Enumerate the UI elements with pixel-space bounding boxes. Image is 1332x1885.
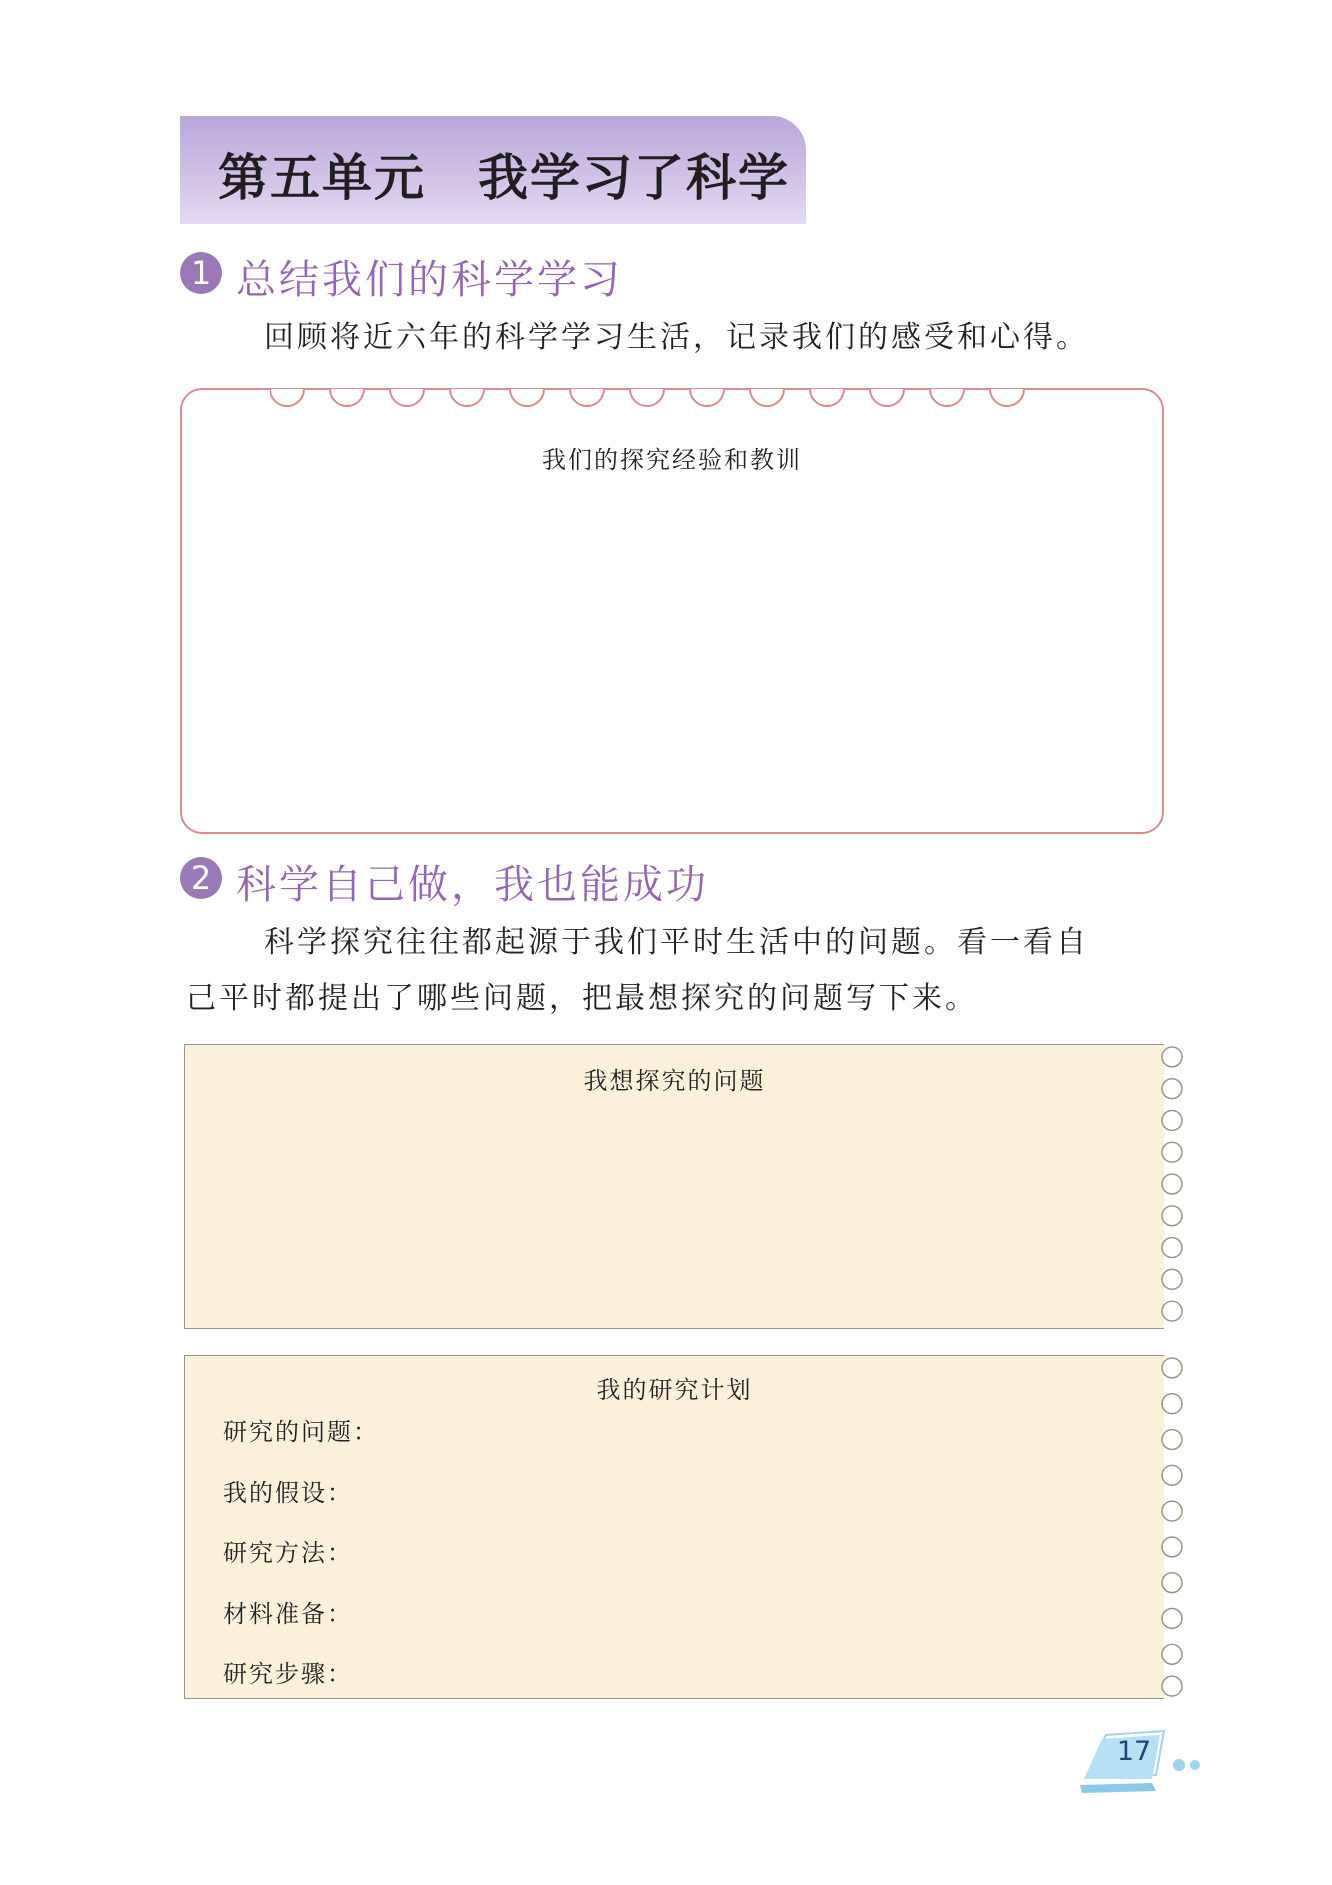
plan-item-steps: 研究步骤： xyxy=(223,1660,353,1688)
section-1-intro-text: 回顾将近六年的科学学习生活，记录我们的感受和心得。 xyxy=(264,320,1089,355)
experience-box-label: 我们的探究经验和教训 xyxy=(542,446,802,474)
scallop-edge-decoration xyxy=(270,388,1030,422)
research-plan-note xyxy=(184,1355,1164,1699)
plan-item-materials: 材料准备： xyxy=(223,1599,353,1628)
page-number: 17 xyxy=(1116,1736,1152,1767)
question-note-label: 我想探究的问题 xyxy=(583,1067,766,1095)
section-2-title: 科学自己做，我也能成功 xyxy=(236,862,709,908)
unit-title: 第五单元 我学习了科学 xyxy=(218,148,790,207)
research-plan-label: 我的研究计划 xyxy=(596,1376,753,1404)
spiral-binding-edge xyxy=(1160,1045,1188,1328)
research-plan-list xyxy=(223,1412,379,1715)
section-1-title: 总结我们的科学学习 xyxy=(236,257,623,303)
spiral-binding-edge xyxy=(1160,1356,1188,1698)
section-2-intro xyxy=(186,915,1166,1027)
section-1-number-badge: 1 xyxy=(180,252,222,294)
section-1-intro xyxy=(264,310,1089,366)
plan-item-hypothesis: 我的假设： xyxy=(223,1478,353,1507)
section-2-intro-line-1: 科学探究往往都起源于我们平时生活中的问题。看一看自 xyxy=(264,925,1089,960)
question-note xyxy=(184,1044,1164,1329)
plan-item-question: 研究的问题： xyxy=(223,1418,379,1446)
unit-banner xyxy=(180,116,806,224)
plan-item-method: 研究方法： xyxy=(223,1539,353,1567)
experience-box xyxy=(180,388,1164,834)
section-2-number-badge: 2 xyxy=(180,857,222,899)
section-2-intro-line-2: 己平时都提出了哪些问题，把最想探究的问题写下来。 xyxy=(186,981,978,1016)
